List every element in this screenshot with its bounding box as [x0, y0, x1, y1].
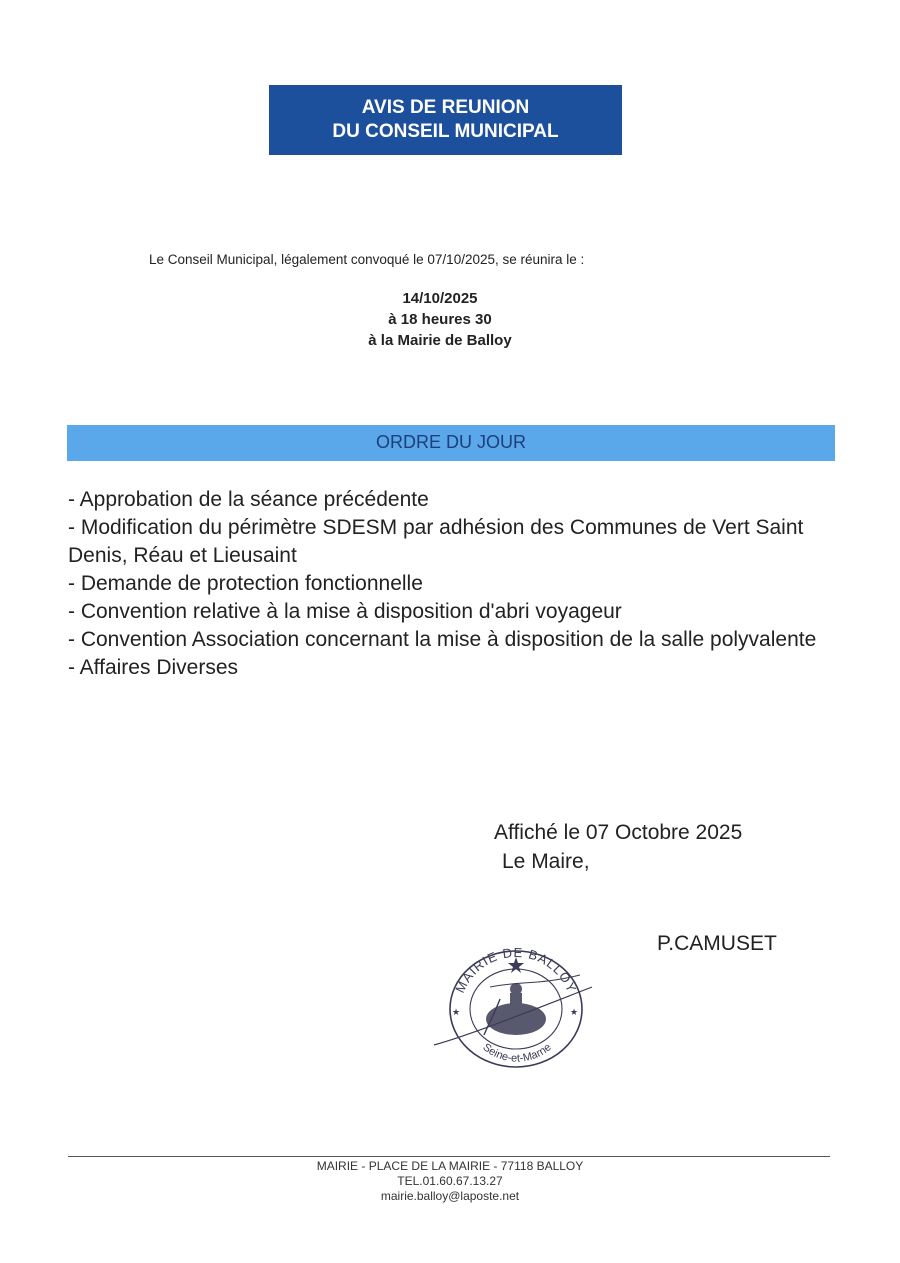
stamp-star-icon: ★ — [570, 1008, 579, 1018]
agenda-item: - Convention relative à la mise à disposition d'abri voyageur — [68, 600, 622, 623]
footer — [250, 1159, 650, 1204]
agenda-list — [68, 486, 828, 682]
agenda-item: - Modification du périmètre SDESM par adhésion des Communes de Vert Saint Denis, Réau et Lieusaint — [68, 516, 804, 567]
meeting-place: à la Mairie de Balloy — [368, 332, 512, 349]
mayor-name: P.CAMUSET — [657, 932, 777, 955]
footer-phone: TEL.01.60.67.13.27 — [397, 1174, 503, 1188]
mayor-label: Le Maire, — [502, 850, 590, 873]
footer-email: mairie.balloy@laposte.net — [380, 1189, 520, 1203]
meeting-time: à 18 heures 30 — [388, 311, 492, 328]
agenda-item: - Affaires Diverses — [68, 656, 238, 679]
meeting-date: 14/10/2025 — [402, 290, 478, 307]
stamp-bottom-text: Seine-et-Marne — [480, 1041, 554, 1065]
stamp-top-text: MAIRIE DE BALLOY — [452, 944, 580, 996]
agenda-heading: ORDRE DU JOUR — [67, 425, 835, 461]
town-hall-stamp — [430, 935, 600, 1070]
notice-title-line-1: AVIS DE REUNION — [361, 97, 530, 118]
footer-address: MAIRIE - PLACE DE LA MAIRIE - 77118 BALLOY — [316, 1159, 584, 1173]
agenda-item: - Convention Association concernant la mise à disposition de la salle polyvalente — [68, 628, 817, 651]
posted-date: Affiché le 07 Octobre 2025 — [494, 821, 743, 844]
notice-title-line-2: DU CONSEIL MUNICIPAL — [332, 121, 559, 142]
stamp-star-icon: ★ — [452, 1008, 461, 1018]
notice-title — [269, 85, 622, 155]
svg-text:Seine-et-Marne — [480, 1041, 553, 1064]
meeting-details — [340, 288, 540, 351]
convocation-text: Le Conseil Municipal, légalement convoqué le 07/10/2025, se réunira le : — [149, 252, 585, 267]
agenda-item: - Approbation de la séance précédente — [68, 488, 429, 511]
footer-divider — [68, 1156, 830, 1157]
agenda-item: - Demande de protection fonctionnelle — [68, 572, 423, 595]
